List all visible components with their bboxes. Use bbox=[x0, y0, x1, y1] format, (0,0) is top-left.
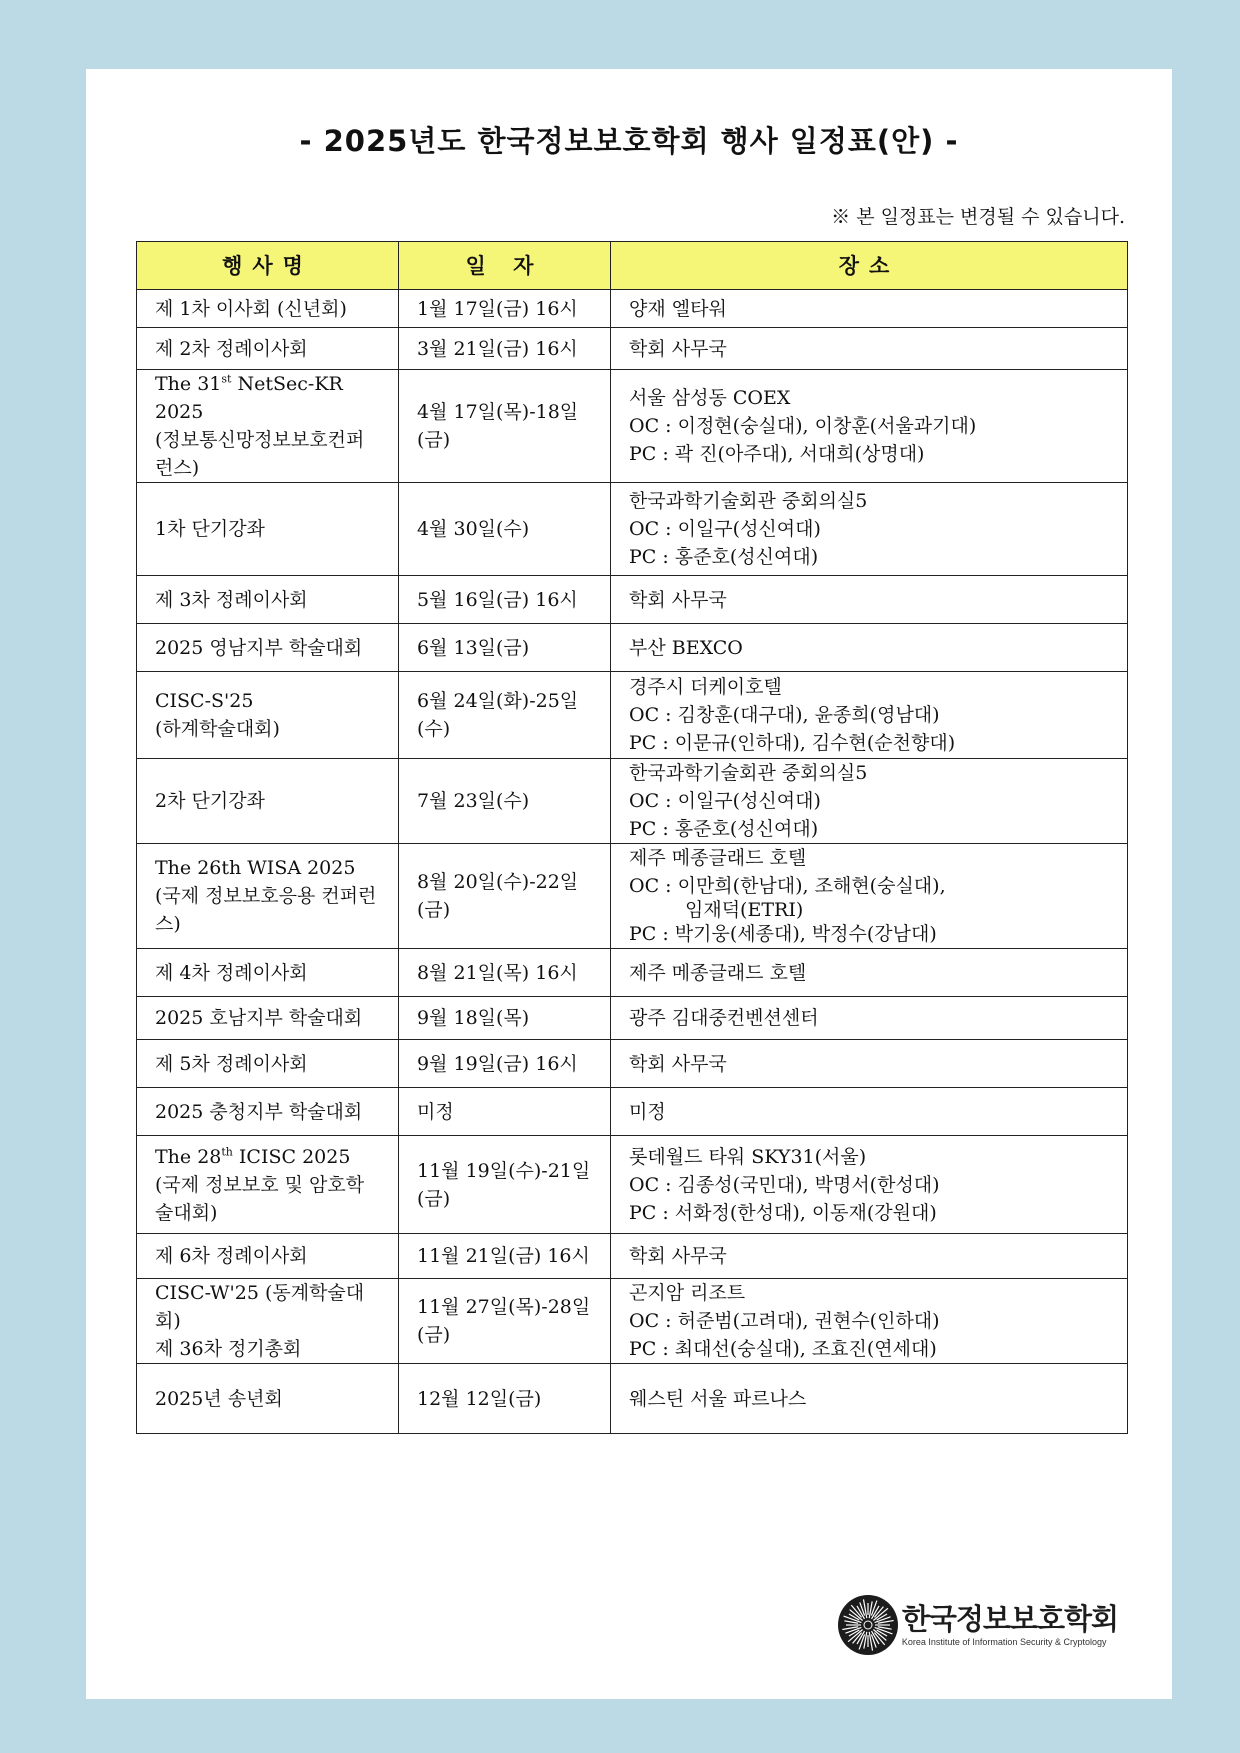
event-place-cell bbox=[611, 370, 1128, 483]
event-date-cell: 6월 24일(화)-25일(수) bbox=[399, 672, 611, 759]
table-header-row bbox=[137, 242, 1128, 290]
event-name-line: 제 1차 이사회 (신년회) bbox=[155, 297, 347, 320]
event-name-cell bbox=[137, 1040, 399, 1088]
event-name-line: 2025년 송년회 bbox=[155, 1387, 283, 1410]
place-line: PC : 이문규(인하대), 김수현(순천향대) bbox=[629, 732, 956, 754]
event-name-line: The 31st NetSec-KR 2025 bbox=[155, 372, 343, 423]
event-date-cell: 3월 21일(금) 16시 bbox=[399, 328, 611, 370]
table-row bbox=[137, 576, 1128, 624]
event-place-cell bbox=[611, 1136, 1128, 1234]
header-event: 행사명 bbox=[137, 242, 399, 290]
place-line: OC : 이정현(숭실대), 이창훈(서울과기대) bbox=[629, 415, 977, 437]
place-line: OC : 허준범(고려대), 권현수(인하대) bbox=[629, 1310, 940, 1332]
event-place-cell bbox=[611, 290, 1128, 328]
place-line: 양재 엘타워 bbox=[629, 297, 727, 320]
event-date-cell: 6월 13일(금) bbox=[399, 624, 611, 672]
event-name-cell bbox=[137, 624, 399, 672]
place-line: PC : 최대선(숭실대), 조효진(연세대) bbox=[629, 1338, 937, 1360]
event-name-line: 2025 충청지부 학술대회 bbox=[155, 1100, 363, 1123]
place-line: OC : 이일구(성신여대) bbox=[629, 518, 821, 540]
event-date-cell: 11월 21일(금) 16시 bbox=[399, 1234, 611, 1279]
event-name-cell bbox=[137, 1088, 399, 1136]
event-name-line: 제 5차 정례이사회 bbox=[155, 1052, 308, 1075]
event-name-line: 제 4차 정례이사회 bbox=[155, 961, 308, 984]
place-line: 제주 메종글래드 호텔 bbox=[629, 961, 807, 984]
event-name-line: The 28th ICISC 2025 bbox=[155, 1145, 351, 1168]
event-name-cell bbox=[137, 1136, 399, 1234]
place-line: 부산 BEXCO bbox=[629, 636, 743, 659]
event-place-cell bbox=[611, 1040, 1128, 1088]
event-name-cell bbox=[137, 759, 399, 844]
place-line: PC : 서화정(한성대), 이동재(강원대) bbox=[629, 1201, 937, 1224]
table-row bbox=[137, 483, 1128, 576]
page-title: - 2025년도 한국정보보호학회 행사 일정표(안) - bbox=[299, 124, 959, 158]
table-row bbox=[137, 1279, 1128, 1364]
event-date-cell: 9월 19일(금) 16시 bbox=[399, 1040, 611, 1088]
event-name-line: 제 36차 정기총회 bbox=[155, 1338, 302, 1360]
event-name-line: CISC-W'25 (동계학술대회) bbox=[155, 1282, 365, 1332]
header-date: 일 자 bbox=[399, 242, 611, 290]
place-line: 웨스틴 서울 파르나스 bbox=[629, 1387, 807, 1410]
event-name-line: 1차 단기강좌 bbox=[155, 518, 265, 540]
event-name-line: CISC-S'25 bbox=[155, 690, 254, 712]
event-name-cell bbox=[137, 949, 399, 997]
event-name-line: 제 6차 정례이사회 bbox=[155, 1245, 308, 1267]
event-name-line: (정보통신망정보보호컨퍼런스) bbox=[155, 429, 365, 479]
place-line: OC : 이만희(한남대), 조해현(숭실대), bbox=[629, 875, 946, 897]
event-place-cell bbox=[611, 1279, 1128, 1364]
event-date-cell: 7월 23일(수) bbox=[399, 759, 611, 844]
table-row bbox=[137, 1136, 1128, 1234]
event-place-cell bbox=[611, 483, 1128, 576]
table-row bbox=[137, 844, 1128, 949]
header-place: 장소 bbox=[611, 242, 1128, 290]
event-name-line: The 26th WISA 2025 bbox=[155, 857, 356, 879]
logo-name: 한국정보보호학회 bbox=[901, 1602, 1118, 1636]
place-line: 학회 사무국 bbox=[629, 1052, 727, 1075]
event-place-cell bbox=[611, 997, 1128, 1040]
event-date-cell: 8월 20일(수)-22일(금) bbox=[399, 844, 611, 949]
table-row bbox=[137, 290, 1128, 328]
table-row bbox=[137, 624, 1128, 672]
table-row bbox=[137, 328, 1128, 370]
event-place-cell bbox=[611, 844, 1128, 949]
place-line: 임재덕(ETRI) bbox=[685, 899, 804, 921]
table-row bbox=[137, 1234, 1128, 1279]
table-body bbox=[137, 290, 1128, 1434]
event-name-line: (국제 정보보호 및 암호학술대회) bbox=[155, 1173, 365, 1224]
place-line: 롯데월드 타워 SKY31(서울) bbox=[629, 1145, 867, 1168]
place-line: 서울 삼성동 COEX bbox=[629, 387, 791, 409]
event-place-cell bbox=[611, 759, 1128, 844]
place-line: 경주시 더케이호텔 bbox=[629, 676, 782, 698]
document-page bbox=[86, 69, 1172, 1699]
event-place-cell bbox=[611, 949, 1128, 997]
change-notice: ※ 본 일정표는 변경될 수 있습니다. bbox=[831, 206, 1125, 228]
event-name-line: 제 3차 정례이사회 bbox=[155, 588, 308, 611]
table-row bbox=[137, 1088, 1128, 1136]
event-date-cell: 4월 30일(수) bbox=[399, 483, 611, 576]
table-row bbox=[137, 370, 1128, 483]
event-name-cell bbox=[137, 576, 399, 624]
event-name-cell bbox=[137, 483, 399, 576]
place-line: 학회 사무국 bbox=[629, 337, 727, 360]
event-schedule-table bbox=[136, 241, 1128, 1434]
place-line: OC : 이일구(성신여대) bbox=[629, 790, 821, 812]
event-name-line: 2025 호남지부 학술대회 bbox=[155, 1007, 363, 1029]
event-date-cell: 9월 18일(목) bbox=[399, 997, 611, 1040]
event-place-cell bbox=[611, 1234, 1128, 1279]
place-line: 제주 메종글래드 호텔 bbox=[629, 847, 807, 869]
event-name-cell bbox=[137, 290, 399, 328]
event-name-line: 제 2차 정례이사회 bbox=[155, 337, 308, 360]
place-line: 한국과학기술회관 중회의실5 bbox=[629, 762, 868, 784]
event-place-cell bbox=[611, 672, 1128, 759]
table-row bbox=[137, 1364, 1128, 1434]
table-row bbox=[137, 997, 1128, 1040]
event-date-cell: 8월 21일(목) 16시 bbox=[399, 949, 611, 997]
event-place-cell bbox=[611, 624, 1128, 672]
event-name-cell bbox=[137, 370, 399, 483]
event-name-line: (국제 정보보호응용 컨퍼런스) bbox=[155, 885, 377, 935]
event-name-cell bbox=[137, 1234, 399, 1279]
logo-subtitle: Korea Institute of Information Security & Cryptology bbox=[901, 1637, 1107, 1647]
event-name-line: 2차 단기강좌 bbox=[155, 790, 265, 812]
event-name-cell bbox=[137, 1279, 399, 1364]
event-date-cell: 11월 27일(목)-28일(금) bbox=[399, 1279, 611, 1364]
place-line: PC : 홍준호(성신여대) bbox=[629, 546, 819, 568]
event-place-cell bbox=[611, 328, 1128, 370]
place-line: OC : 김창훈(대구대), 윤종희(영남대) bbox=[629, 704, 940, 726]
sunburst-emblem-icon bbox=[838, 1595, 898, 1655]
event-place-cell bbox=[611, 576, 1128, 624]
event-date-cell: 4월 17일(목)-18일(금) bbox=[399, 370, 611, 483]
table-row bbox=[137, 949, 1128, 997]
event-date-cell: 11월 19일(수)-21일(금) bbox=[399, 1136, 611, 1234]
place-line: PC : 박기웅(세종대), 박정수(강남대) bbox=[629, 923, 937, 945]
event-date-cell: 미정 bbox=[399, 1088, 611, 1136]
event-name-line: 2025 영남지부 학술대회 bbox=[155, 636, 363, 659]
event-date-cell: 5월 16일(금) 16시 bbox=[399, 576, 611, 624]
table-row bbox=[137, 759, 1128, 844]
place-line: 곤지암 리조트 bbox=[629, 1282, 746, 1304]
event-name-cell bbox=[137, 328, 399, 370]
event-name-cell bbox=[137, 672, 399, 759]
table-row bbox=[137, 1040, 1128, 1088]
event-name-cell bbox=[137, 997, 399, 1040]
event-place-cell bbox=[611, 1088, 1128, 1136]
event-date-cell: 1월 17일(금) 16시 bbox=[399, 290, 611, 328]
event-date-cell: 12월 12일(금) bbox=[399, 1364, 611, 1434]
place-line: 학회 사무국 bbox=[629, 1245, 727, 1267]
event-name-line: (하계학술대회) bbox=[155, 718, 280, 740]
society-logo bbox=[838, 1595, 1118, 1655]
place-line: 학회 사무국 bbox=[629, 588, 727, 611]
event-name-cell bbox=[137, 1364, 399, 1434]
place-line: 한국과학기술회관 중회의실5 bbox=[629, 490, 868, 512]
place-line: 미정 bbox=[629, 1100, 666, 1123]
place-line: 광주 김대중컨벤션센터 bbox=[629, 1007, 819, 1029]
event-name-cell bbox=[137, 844, 399, 949]
place-line: PC : 곽 진(아주대), 서대희(상명대) bbox=[629, 443, 925, 465]
table-row bbox=[137, 672, 1128, 759]
place-line: OC : 김종성(국민대), 박명서(한성대) bbox=[629, 1173, 940, 1196]
place-line: PC : 홍준호(성신여대) bbox=[629, 818, 819, 840]
event-place-cell bbox=[611, 1364, 1128, 1434]
